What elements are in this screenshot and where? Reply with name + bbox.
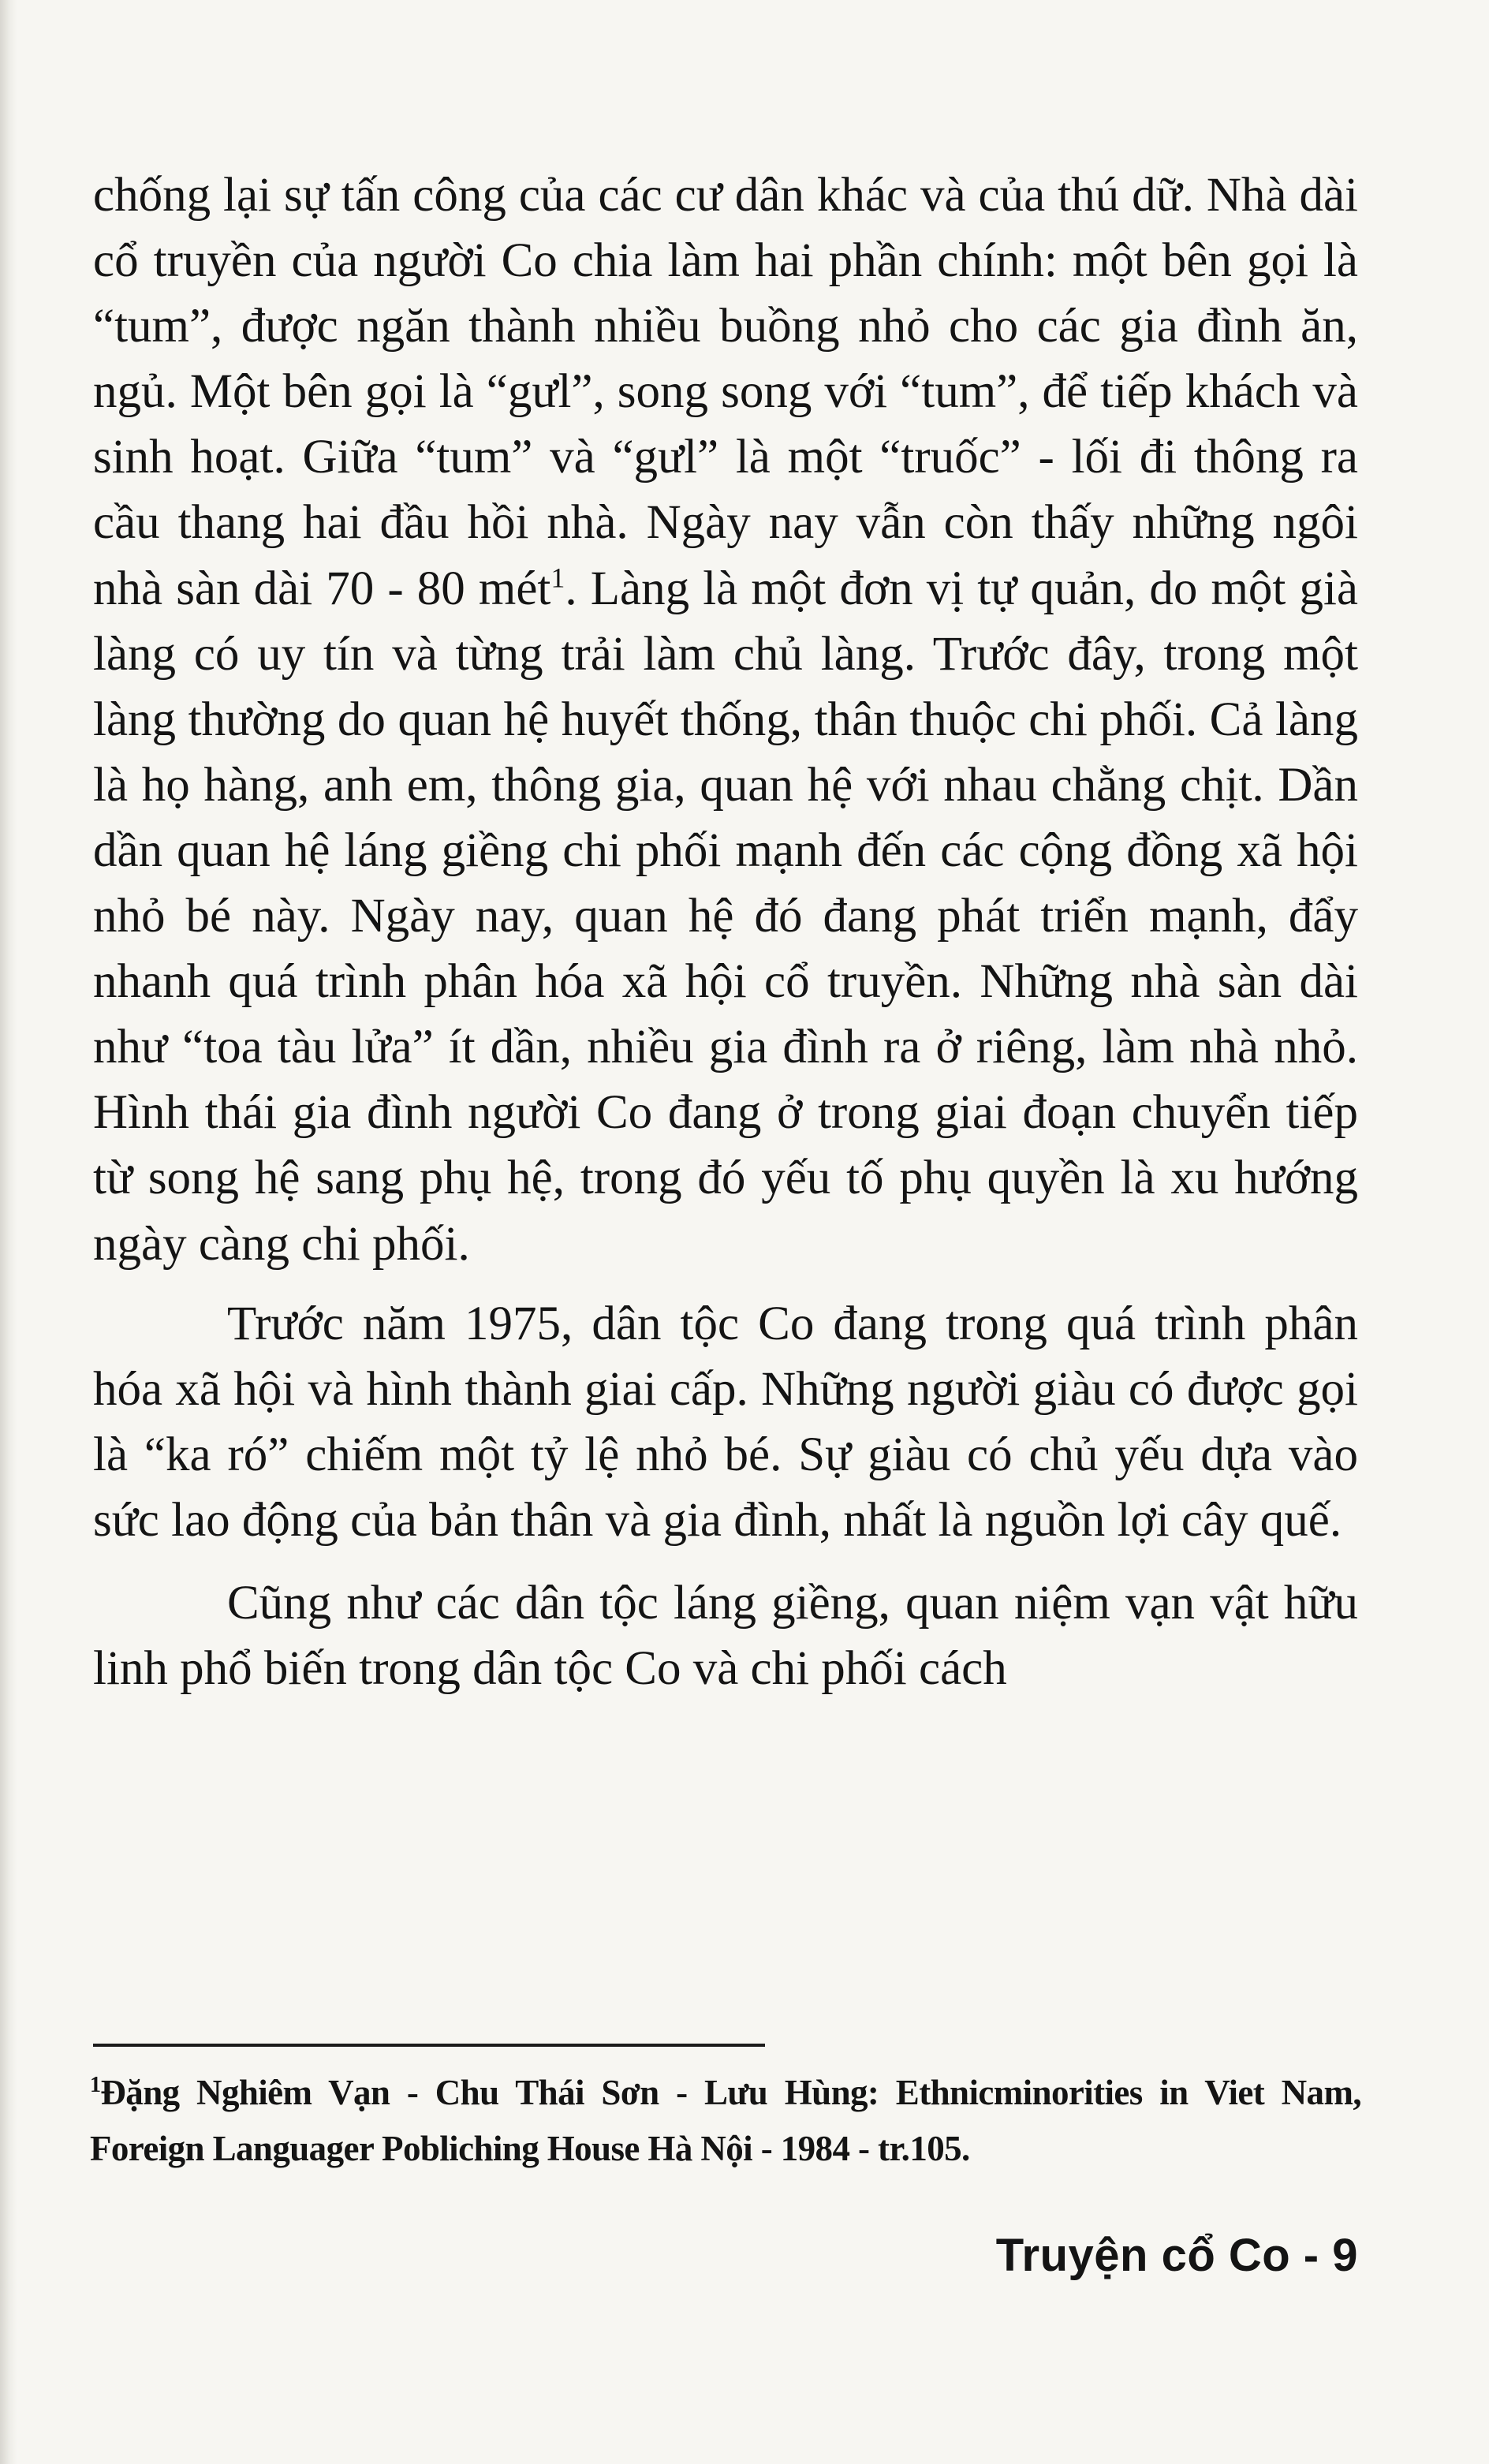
main-text [93,162,1358,1701]
footnote-reference: 1 [550,562,565,594]
paragraph-1-text-b: . Làng là một đơn vị tự quản, do một già làng có uy tín và từng trải làm chủ làng. Trước đây, trong một làng thường do quan hệ huyết thống, thân thuộc chi phối. Cả làng là họ hàng, anh em, thông gia, quan hệ với nhau chằng chịt. Dần dần quan hệ láng giềng chi phối mạnh đến các cộng đồng xã hội nhỏ bé này. Ngày nay, quan hệ đó đang phát triển mạnh, đẩy nhanh quá trình phân hóa xã hội cổ truyền. Những nhà sàn dài như “toa tàu lửa” ít dần, nhiều gia đình ra ở riêng, làm nhà nhỏ. Hình thái gia đình người Co đang ở trong giai đoạn chuyển tiếp từ song hệ sang phụ hệ, trong đó yếu tố phụ quyền là xu hướng ngày càng chi phối. [93,562,1358,1271]
footnote [90,2065,1361,2177]
paragraph-1-text-a: chống lại sự tấn công của các cư dân khác và của thú dữ. Nhà dài cổ truyền của người Co chia làm hai phần chính: một bên gọi là “tum”, được ngăn thành nhiều buồng nhỏ cho các gia đình ăn, ngủ. Một bên gọi là “gưl”, song song với “tum”, để tiếp khách và sinh hoạt. Giữa “tum” và “gưl” là một “truốc” - lối đi thông ra cầu thang hai đầu hồi nhà. Ngày nay vẫn còn thấy những ngôi nhà sàn dài 70 - 80 mét [93,169,1358,615]
scan-edge-shadow [0,0,17,2464]
footnote-text: Đặng Nghiêm Vạn - Chu Thái Sơn - Lưu Hùng: Ethnicminorities in Viet Nam, Foreign Languager Pobliching House Hà Nội - 1984 - tr.105. [90,2073,1361,2168]
running-footer: Truyện cổ Co - 9 [995,2230,1358,2281]
paragraph-3: Cũng như các dân tộc láng giềng, quan niệm vạn vật hữu linh phổ biến trong dân tộc Co và chi phối cách [93,1576,1358,1696]
paragraph-2: Trước năm 1975, dân tộc Co đang trong quá trình phân hóa xã hội và hình thành giai cấp. Những người giàu có được gọi là “ka ró” chiếm một tỷ lệ nhỏ bé. Sự giàu có chủ yếu dựa vào sức lao động của bản thân và gia đình, nhất là nguồn lợi cây quế. [93,1297,1358,1547]
footnote-marker: 1 [90,2073,101,2097]
footnote-divider [93,2044,765,2047]
paragraph-1 [93,162,1358,1277]
